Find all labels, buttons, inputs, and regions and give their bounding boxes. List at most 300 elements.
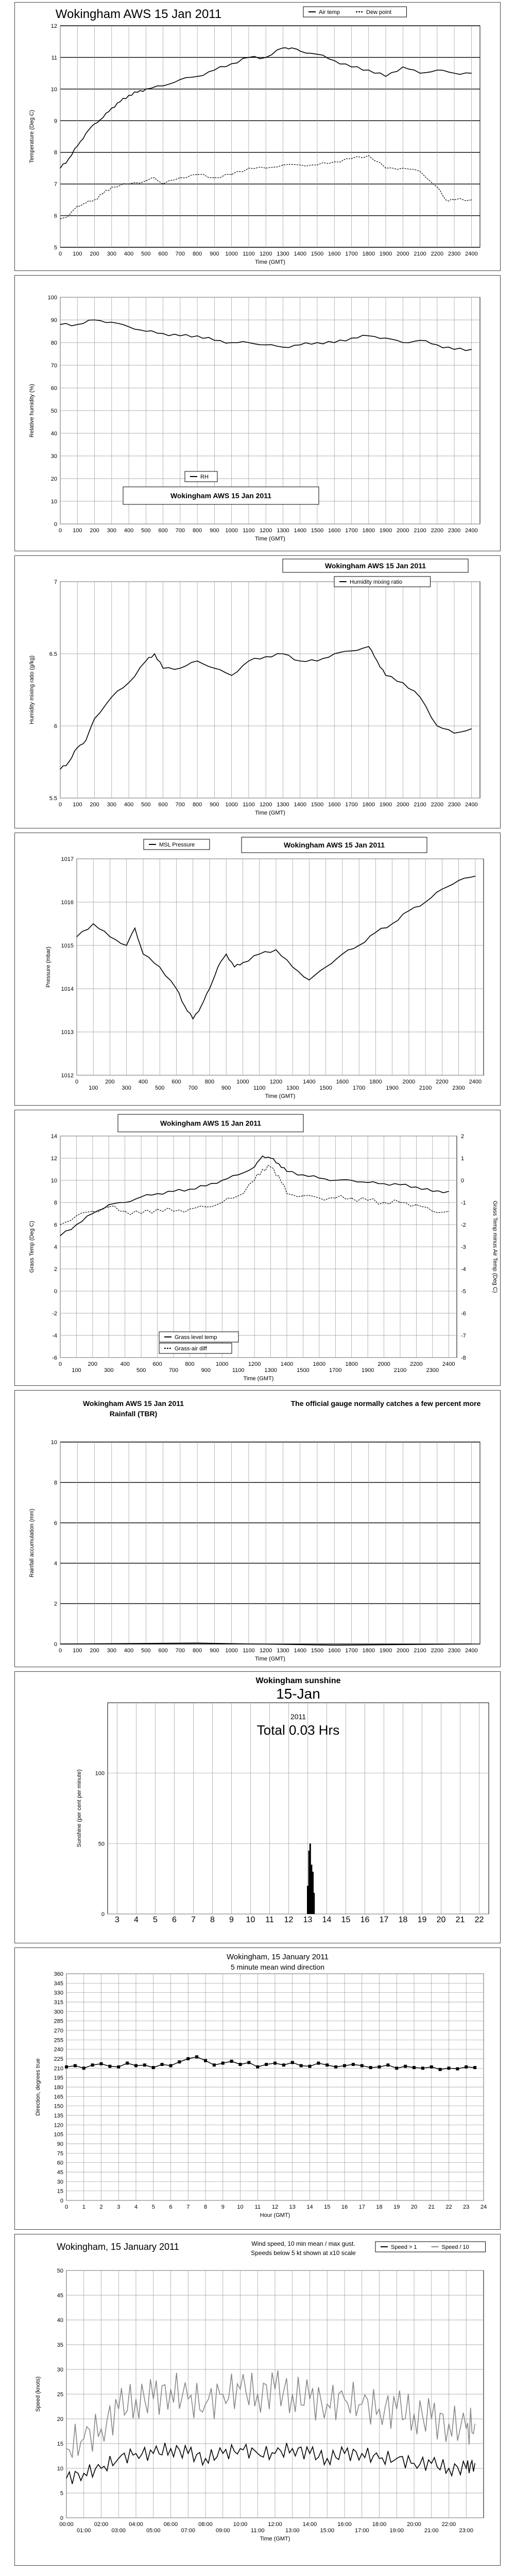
series-point bbox=[231, 342, 232, 343]
x-tick-label: 1900 bbox=[379, 528, 392, 534]
x-tick-label: 1700 bbox=[352, 1085, 366, 1091]
plot-area bbox=[60, 26, 480, 247]
x-tick-label: 700 bbox=[175, 802, 185, 808]
y-tick-label: 315 bbox=[54, 1999, 63, 2006]
series-point bbox=[173, 1211, 174, 1212]
y-tick-label: 0 bbox=[54, 1289, 57, 1295]
x-tick-label: 20:00 bbox=[407, 2521, 421, 2528]
x-tick-label: 400 bbox=[124, 528, 134, 534]
x-tick-label: 0 bbox=[58, 528, 62, 534]
y-tick-label: 8 bbox=[54, 1480, 57, 1486]
x-tick-label: 400 bbox=[120, 1361, 130, 1367]
x-tick-label: 1800 bbox=[369, 1079, 382, 1085]
chart-panel-1 bbox=[14, 2, 501, 271]
y-tick-label: 11 bbox=[51, 55, 57, 61]
x-tick-label: 800 bbox=[192, 802, 202, 808]
x-tick-label: 500 bbox=[141, 528, 151, 534]
x-tick-label: 400 bbox=[138, 1079, 148, 1085]
x-tick-label: 01:00 bbox=[76, 2528, 91, 2534]
y-tick-label: 300 bbox=[54, 2009, 63, 2015]
chart-title: Wokingham AWS 15 Jan 2011 bbox=[324, 562, 426, 570]
y-axis-label: Temperature (Deg C) bbox=[29, 110, 35, 163]
y-tick-label: 60 bbox=[50, 385, 57, 392]
x-tick-label: 2400 bbox=[442, 1361, 455, 1367]
x-tick-label: 18:00 bbox=[372, 2521, 387, 2528]
series-point bbox=[471, 349, 472, 350]
series-point bbox=[445, 199, 446, 200]
x-tick-label: 4 bbox=[134, 2204, 138, 2210]
x-tick-label: 900 bbox=[210, 528, 219, 534]
y-tick-label: 14 bbox=[50, 1133, 57, 1140]
y-tick-label: 25 bbox=[57, 2392, 63, 2398]
series-point bbox=[291, 47, 292, 48]
y-tick-label: 0 bbox=[54, 521, 57, 528]
x-tick-label: 2000 bbox=[397, 528, 409, 534]
y-tick-label: 6.5 bbox=[49, 651, 57, 657]
x-tick-label: 2400 bbox=[465, 528, 478, 534]
legend-label: RH bbox=[200, 474, 209, 480]
series-point bbox=[68, 158, 69, 159]
chart-title: Wokingham, 15 January 2011 bbox=[227, 1953, 329, 1961]
x-tick-label: 2000 bbox=[402, 1079, 416, 1085]
x-tick-label: 1100 bbox=[253, 1085, 266, 1091]
x-tick-label: 200 bbox=[90, 251, 99, 257]
x-tick-label: 1300 bbox=[277, 1648, 289, 1654]
x-tick-label: 15 bbox=[324, 2204, 331, 2210]
series-point bbox=[77, 747, 78, 748]
x-tick-label: 1100 bbox=[243, 251, 255, 257]
series-point bbox=[93, 923, 94, 924]
y-right-tick-label: 2 bbox=[461, 1133, 465, 1140]
x-tick-label: 04:00 bbox=[129, 2521, 143, 2528]
x-tick-label: 1900 bbox=[379, 251, 392, 257]
chart-note: The official gauge normally catches a few percent more bbox=[290, 1399, 481, 1408]
y-tick-label: 10 bbox=[57, 2466, 63, 2472]
series-point bbox=[135, 2453, 136, 2454]
x-tick-label: 700 bbox=[188, 1085, 198, 1091]
y-tick-label: -4 bbox=[52, 1333, 57, 1339]
y-tick-label: 30 bbox=[57, 2179, 63, 2185]
y-tick-label: 1015 bbox=[61, 943, 74, 949]
series-point bbox=[141, 1213, 142, 1214]
x-tick-label: 100 bbox=[72, 1367, 81, 1374]
x-tick-label: 20 bbox=[436, 1916, 446, 1924]
y-right-tick-label: -4 bbox=[461, 1266, 466, 1273]
legend-label: Grass level temp bbox=[175, 1334, 217, 1341]
series-point bbox=[92, 1213, 93, 1214]
y-axis-right-label: Grass Temp minus Air Temp (Deg C) bbox=[492, 1200, 498, 1293]
x-tick-label: 1800 bbox=[362, 1648, 375, 1654]
x-tick-label: 2200 bbox=[410, 1361, 423, 1367]
x-tick-label: 1000 bbox=[225, 1648, 238, 1654]
y-tick-label: 105 bbox=[54, 2131, 63, 2138]
x-tick-label: 1900 bbox=[379, 1648, 392, 1654]
series-point bbox=[209, 988, 210, 989]
x-tick-label: 1000 bbox=[225, 802, 238, 808]
x-tick-label: 300 bbox=[107, 1648, 116, 1654]
x-tick-label: 700 bbox=[175, 528, 185, 534]
x-tick-label: 500 bbox=[155, 1085, 165, 1091]
y-tick-label: 90 bbox=[50, 317, 57, 324]
y-tick-label: 10 bbox=[50, 499, 57, 505]
direction-point bbox=[473, 2066, 476, 2069]
y-tick-label: 1016 bbox=[61, 900, 74, 906]
x-tick-label: 0 bbox=[58, 251, 62, 257]
x-tick-label: 1100 bbox=[232, 1367, 245, 1374]
y-right-tick-label: 1 bbox=[461, 1156, 465, 1162]
chart-year: 2011 bbox=[290, 1713, 306, 1721]
x-tick-label: 2200 bbox=[436, 1079, 449, 1085]
y-axis-label: Rainfall accumulation (mm) bbox=[29, 1509, 35, 1578]
x-tick-label: 15 bbox=[341, 1916, 351, 1924]
series-point bbox=[454, 73, 455, 74]
y-tick-label: 90 bbox=[57, 2141, 63, 2147]
y-tick-label: 5 bbox=[60, 2490, 63, 2497]
x-tick-label: 1200 bbox=[259, 528, 272, 534]
y-tick-label: 80 bbox=[50, 340, 57, 346]
y-tick-label: 10 bbox=[50, 86, 57, 93]
x-tick-label: 800 bbox=[192, 251, 202, 257]
x-tick-label: 21 bbox=[455, 1916, 465, 1924]
x-tick-label: 100 bbox=[73, 251, 82, 257]
x-tick-label: 600 bbox=[158, 1648, 168, 1654]
x-tick-label: 1500 bbox=[297, 1367, 310, 1374]
x-tick-label: 1300 bbox=[277, 802, 289, 808]
x-tick-label: 200 bbox=[90, 1648, 99, 1654]
series-point bbox=[408, 910, 409, 911]
series-point bbox=[240, 2448, 241, 2449]
y-tick-label: 210 bbox=[54, 2065, 63, 2072]
x-tick-label: 1000 bbox=[236, 1079, 249, 1085]
x-tick-label: 02:00 bbox=[94, 2521, 109, 2528]
x-tick-label: 00:00 bbox=[59, 2521, 74, 2528]
y-right-tick-label: -8 bbox=[461, 1355, 466, 1361]
x-tick-label: 12 bbox=[284, 1916, 294, 1924]
x-tick-label: 900 bbox=[201, 1367, 211, 1374]
series-point bbox=[197, 76, 198, 77]
y-tick-label: 45 bbox=[57, 2293, 63, 2299]
y-tick-label: 360 bbox=[54, 1971, 63, 1977]
x-tick-label: 2 bbox=[99, 2204, 103, 2210]
y-tick-label: 50 bbox=[50, 408, 57, 414]
x-tick-label: 20 bbox=[410, 2204, 418, 2210]
series-point bbox=[76, 1224, 77, 1225]
y-tick-label: 0 bbox=[60, 2515, 63, 2521]
x-tick-label: 200 bbox=[90, 528, 99, 534]
y-tick-label: 10 bbox=[50, 1439, 57, 1446]
x-tick-label: 2200 bbox=[431, 802, 444, 808]
x-tick-label: 1800 bbox=[362, 528, 375, 534]
x-tick-label: 2300 bbox=[448, 802, 461, 808]
x-tick-label: 0 bbox=[58, 1648, 62, 1654]
y-tick-label: 8 bbox=[54, 149, 57, 156]
x-tick-label: 2400 bbox=[469, 1079, 482, 1085]
x-tick-label: 1500 bbox=[311, 802, 324, 808]
y-tick-label: 165 bbox=[54, 2094, 63, 2100]
x-tick-label: 700 bbox=[175, 1648, 185, 1654]
legend-label: Dew point bbox=[366, 9, 391, 15]
y-tick-label: 15 bbox=[57, 2441, 63, 2447]
y-right-tick-label: -5 bbox=[461, 1289, 466, 1295]
x-tick-label: 16:00 bbox=[337, 2521, 352, 2528]
y-tick-label: 5.5 bbox=[49, 795, 57, 802]
x-tick-label: 1900 bbox=[386, 1085, 399, 1091]
x-tick-label: 1 bbox=[82, 2204, 85, 2210]
x-tick-label: 2400 bbox=[465, 1648, 478, 1654]
x-tick-label: 200 bbox=[90, 802, 99, 808]
chart-total: Total 0.03 Hrs bbox=[256, 1722, 340, 1738]
x-tick-label: 7 bbox=[186, 2204, 190, 2210]
x-tick-label: 2000 bbox=[397, 802, 409, 808]
series-point bbox=[379, 2458, 380, 2459]
series-point bbox=[231, 174, 232, 175]
series-point bbox=[120, 101, 121, 102]
x-tick-label: 1400 bbox=[303, 1079, 316, 1085]
x-tick-label: 1700 bbox=[345, 528, 358, 534]
y-axis-label: Humidity mixing ratio (g/kg) bbox=[29, 655, 35, 724]
x-tick-label: 700 bbox=[168, 1367, 179, 1374]
x-tick-label: 2200 bbox=[431, 251, 444, 257]
x-tick-label: 22 bbox=[445, 2204, 452, 2210]
series-point bbox=[111, 187, 112, 188]
x-tick-label: 2100 bbox=[393, 1367, 407, 1374]
x-tick-label: 1300 bbox=[286, 1085, 299, 1091]
y-right-tick-label: -6 bbox=[461, 1311, 466, 1317]
x-tick-label: 2100 bbox=[419, 1085, 432, 1091]
x-tick-label: 800 bbox=[192, 1648, 202, 1654]
x-tick-label: 1200 bbox=[248, 1361, 261, 1367]
x-tick-label: 2400 bbox=[465, 802, 478, 808]
y-tick-label: 50 bbox=[57, 2268, 63, 2274]
y-tick-label: 8 bbox=[54, 1200, 57, 1206]
x-axis-label: Time (GMT) bbox=[243, 1376, 274, 1382]
x-tick-label: 1700 bbox=[345, 251, 358, 257]
series-point bbox=[77, 206, 78, 207]
series-point bbox=[94, 199, 95, 200]
x-tick-label: 18 bbox=[376, 2204, 383, 2210]
series-point bbox=[85, 202, 86, 203]
series-point bbox=[68, 215, 69, 216]
y-tick-label: 2 bbox=[54, 1266, 57, 1273]
y-right-tick-label: 0 bbox=[461, 1178, 465, 1184]
series-point bbox=[176, 988, 177, 989]
y-tick-label: 9 bbox=[54, 118, 57, 125]
y-tick-label: 135 bbox=[54, 2113, 63, 2119]
x-tick-label: 1100 bbox=[243, 1648, 255, 1654]
y-tick-label: 1014 bbox=[61, 986, 74, 992]
x-tick-label: 100 bbox=[73, 802, 82, 808]
series-point bbox=[103, 117, 104, 118]
x-tick-label: 13 bbox=[289, 2204, 296, 2210]
sunshine-bar bbox=[310, 1843, 311, 1914]
y-tick-label: 195 bbox=[54, 2075, 63, 2081]
chart-svg-4 bbox=[15, 833, 500, 1105]
series-point bbox=[197, 174, 198, 175]
y-tick-label: 7 bbox=[54, 579, 57, 585]
x-tick-label: 14 bbox=[322, 1916, 332, 1924]
x-tick-label: 1000 bbox=[225, 251, 238, 257]
x-tick-label: 17:00 bbox=[354, 2528, 369, 2534]
chart-subtitle: Rainfall (TBR) bbox=[109, 1410, 158, 1418]
chart-panel-3 bbox=[14, 555, 501, 828]
chart-title: Wokingham AWS 15 Jan 2011 bbox=[160, 1119, 262, 1127]
chart-subtitle: 5 minute mean wind direction bbox=[230, 1963, 325, 1971]
x-tick-label: 1400 bbox=[294, 528, 306, 534]
y-tick-label: 330 bbox=[54, 1990, 63, 1996]
x-tick-label: 1500 bbox=[319, 1085, 332, 1091]
y-tick-label: 35 bbox=[57, 2342, 63, 2348]
sunshine-bar bbox=[313, 1893, 315, 1914]
x-tick-label: 500 bbox=[136, 1367, 146, 1374]
x-tick-label: 14 bbox=[306, 2204, 313, 2210]
y-tick-label: 345 bbox=[54, 1980, 63, 1987]
x-tick-label: 1600 bbox=[336, 1079, 349, 1085]
x-tick-label: 200 bbox=[88, 1361, 98, 1367]
y-tick-label: 0 bbox=[60, 2198, 63, 2204]
series-point bbox=[248, 342, 249, 343]
x-tick-label: 16 bbox=[341, 2204, 348, 2210]
x-tick-label: 2100 bbox=[414, 802, 426, 808]
chart-panel-7 bbox=[14, 1671, 501, 1943]
y-tick-label: 0 bbox=[54, 1641, 57, 1648]
series-point bbox=[351, 158, 352, 159]
x-tick-label: 3 bbox=[115, 1916, 119, 1924]
x-tick-label: 14:00 bbox=[302, 2521, 317, 2528]
x-tick-label: 300 bbox=[104, 1367, 114, 1374]
y-tick-label: 40 bbox=[50, 431, 57, 437]
x-tick-label: 0 bbox=[75, 1079, 79, 1085]
x-tick-label: 12 bbox=[271, 2204, 279, 2210]
series-point bbox=[344, 2453, 345, 2454]
y-tick-label: 20 bbox=[57, 2416, 63, 2422]
series-point bbox=[327, 2458, 328, 2459]
x-tick-label: 1800 bbox=[362, 251, 375, 257]
chart-panel-9 bbox=[14, 2234, 501, 2566]
x-tick-label: 2000 bbox=[377, 1361, 390, 1367]
y-tick-label: 150 bbox=[54, 2103, 63, 2110]
direction-point bbox=[195, 2055, 198, 2058]
y-tick-label: -2 bbox=[52, 1311, 57, 1317]
y-tick-label: 120 bbox=[54, 2122, 63, 2129]
series-point bbox=[205, 1185, 206, 1186]
x-tick-label: 1800 bbox=[362, 802, 375, 808]
chart-panel-4 bbox=[14, 833, 501, 1106]
series-point bbox=[368, 646, 369, 647]
chart-title: Wokingham AWS 15 Jan 2011 bbox=[82, 1399, 184, 1408]
x-tick-label: 1800 bbox=[345, 1361, 358, 1367]
y-tick-label: 240 bbox=[54, 2046, 63, 2053]
x-tick-label: 1000 bbox=[216, 1361, 229, 1367]
x-tick-label: 1100 bbox=[243, 528, 255, 534]
x-tick-label: 4 bbox=[134, 1916, 139, 1924]
series-point bbox=[248, 57, 249, 58]
x-tick-label: 13:00 bbox=[285, 2528, 300, 2534]
y-tick-label: 1012 bbox=[61, 1073, 74, 1079]
series-point bbox=[92, 1211, 93, 1212]
y-tick-label: 2 bbox=[54, 1601, 57, 1607]
series-point bbox=[454, 349, 455, 350]
y-tick-label: 15 bbox=[57, 2188, 63, 2195]
y-tick-label: 6 bbox=[54, 1520, 57, 1527]
y-tick-label: 10 bbox=[50, 1178, 57, 1184]
x-tick-label: 300 bbox=[107, 802, 116, 808]
x-tick-label: 7 bbox=[191, 1916, 196, 1924]
x-tick-label: 1600 bbox=[313, 1361, 326, 1367]
chart-subtitle: 15-Jan bbox=[276, 1686, 320, 1702]
series-point bbox=[222, 2453, 223, 2454]
x-tick-label: 300 bbox=[122, 1085, 131, 1091]
x-tick-label: 200 bbox=[105, 1079, 115, 1085]
x-axis-label: Time (GMT) bbox=[255, 1656, 285, 1662]
x-axis-label: Time (GMT) bbox=[255, 810, 285, 816]
series-point bbox=[103, 193, 104, 194]
x-tick-label: 9 bbox=[229, 1916, 234, 1924]
chart-svg-2 bbox=[15, 276, 500, 550]
legend-label: Humidity mixing ratio bbox=[350, 579, 403, 585]
series-point bbox=[68, 761, 69, 762]
series-point bbox=[432, 1191, 433, 1192]
x-tick-label: 21:00 bbox=[424, 2528, 439, 2534]
x-tick-label: 1200 bbox=[259, 802, 272, 808]
x-tick-label: 2300 bbox=[448, 528, 461, 534]
y-tick-label: 100 bbox=[95, 1770, 105, 1777]
x-tick-label: 100 bbox=[73, 528, 82, 534]
plot-area bbox=[60, 1442, 480, 1644]
series-point bbox=[118, 2458, 119, 2459]
direction-point bbox=[247, 2061, 250, 2064]
sunshine-bar bbox=[311, 1865, 312, 1914]
series-point bbox=[262, 1169, 263, 1170]
y-tick-label: 4 bbox=[54, 1561, 57, 1567]
x-tick-label: 400 bbox=[124, 251, 134, 257]
x-tick-label: 800 bbox=[185, 1361, 195, 1367]
series-point bbox=[375, 932, 376, 933]
chart-title: Wokingham, 15 January 2011 bbox=[57, 2242, 179, 2252]
x-tick-label: 17 bbox=[379, 1916, 389, 1924]
x-tick-label: 300 bbox=[107, 528, 116, 534]
x-tick-label: 2200 bbox=[431, 528, 444, 534]
series-point bbox=[368, 155, 369, 156]
legend-label: MSL Pressure bbox=[159, 842, 195, 848]
x-tick-label: 600 bbox=[158, 528, 168, 534]
x-tick-label: 2000 bbox=[397, 251, 409, 257]
chart-svg-3 bbox=[15, 556, 500, 827]
chart-note-line: Wind speed, 10 min mean / max gust. bbox=[251, 2240, 355, 2247]
y-tick-label: 0 bbox=[101, 1911, 105, 1918]
y-right-tick-label: -7 bbox=[461, 1333, 466, 1339]
x-tick-label: 08:00 bbox=[198, 2521, 213, 2528]
legend-label: Speed > 1 bbox=[391, 2244, 417, 2250]
x-tick-label: 1900 bbox=[361, 1367, 374, 1374]
x-tick-label: 2300 bbox=[448, 251, 461, 257]
x-tick-label: 19 bbox=[417, 1916, 427, 1924]
x-tick-label: 6 bbox=[172, 1916, 177, 1924]
x-tick-label: 8 bbox=[203, 2204, 208, 2210]
x-tick-label: 9 bbox=[221, 2204, 225, 2210]
x-tick-label: 6 bbox=[169, 2204, 173, 2210]
x-tick-label: 2300 bbox=[448, 1648, 461, 1654]
x-axis-label: Time (GMT) bbox=[255, 536, 285, 542]
series-point bbox=[173, 1191, 174, 1192]
y-tick-label: 75 bbox=[57, 2150, 63, 2157]
x-axis-label: Hour (GMT) bbox=[260, 2212, 290, 2218]
chart-svg-5 bbox=[15, 1110, 500, 1385]
x-tick-label: 1400 bbox=[294, 251, 306, 257]
series-point bbox=[94, 319, 95, 320]
y-tick-label: 45 bbox=[57, 2170, 63, 2176]
x-tick-label: 05:00 bbox=[146, 2528, 161, 2534]
x-tick-label: 16 bbox=[360, 1916, 370, 1924]
